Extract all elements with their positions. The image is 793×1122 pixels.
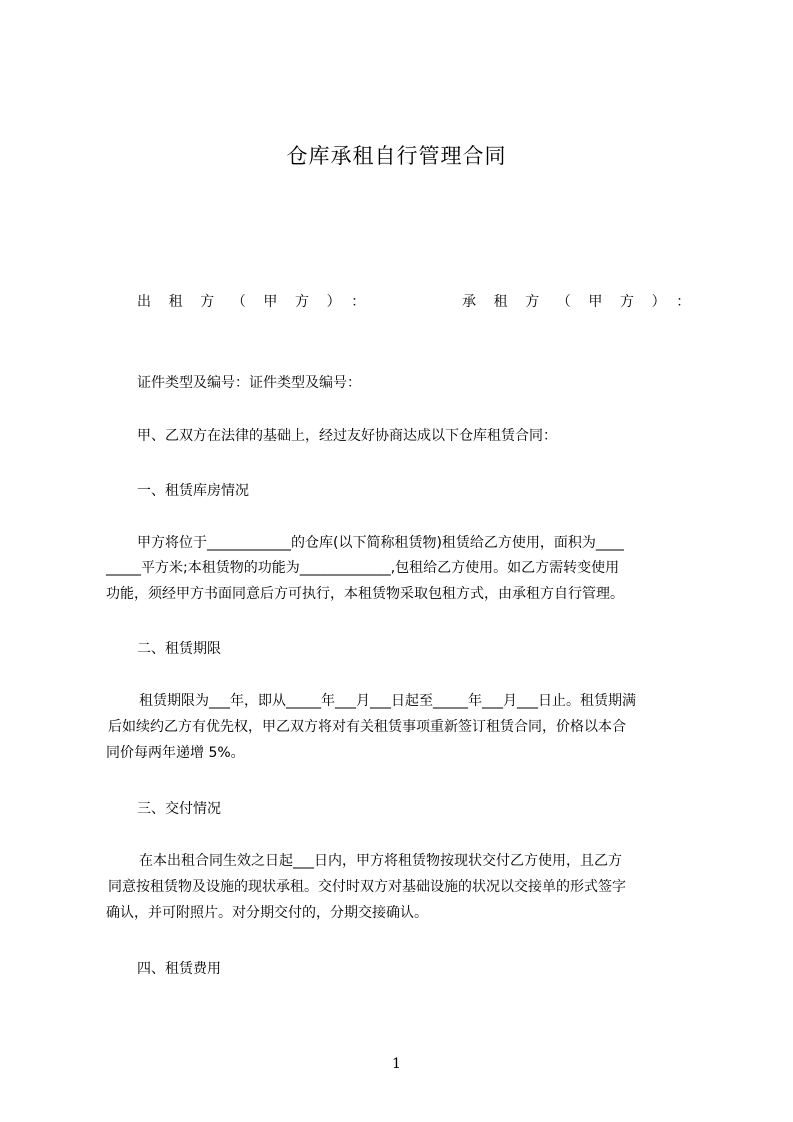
section-1-line-2: _____平方米;本租赁物的功能为_____________,包租给乙方使用。如乙方需转变使用 <box>106 560 620 576</box>
section-2-line-3: 同价每两年递增 5%。 <box>106 745 245 761</box>
section-3-line-2: 同意按租赁物及设施的现状承租。交付时双方对基础设施的状况以交接单的形式签字 <box>108 879 626 895</box>
section-heading-2: 二、租赁期限 <box>137 641 221 657</box>
document-title: 仓库承租自行管理合同 <box>286 144 507 168</box>
intro-paragraph: 甲、乙双方在法律的基础上，经过友好协商达成以下仓库租赁合同： <box>137 428 557 444</box>
lessee-label: 承租方（甲方）： <box>462 294 708 310</box>
section-heading-3: 三、交付情况 <box>137 801 221 817</box>
section-3-line-1: 在本出租合同生效之日起___日内，甲方将租赁物按现状交付乙方使用，且乙方 <box>139 853 622 869</box>
section-heading-4: 四、租赁费用 <box>137 961 221 977</box>
section-1-line-3: 功能，须经甲方书面同意后方可执行，本租赁物采取包租方式，由承租方自行管理。 <box>106 586 624 602</box>
id-type-line: 证件类型及编号：证件类型及编号： <box>137 375 361 391</box>
section-1-line-1: 甲方将位于____________的仓库(以下简称租赁物)租赁给乙方使用，面积为____ <box>137 535 624 551</box>
lessor-label: 出租方（甲方）： <box>137 294 383 310</box>
section-2-line-2: 后如续约乙方有优先权，甲乙双方将对有关租赁事项重新签订租赁合同，价格以本合 <box>108 719 626 735</box>
section-heading-1: 一、租赁库房情况 <box>137 483 249 499</box>
page-number: 1 <box>392 1056 401 1072</box>
section-3-line-3: 确认，并可附照片。对分期交付的，分期交接确认。 <box>106 905 428 921</box>
section-2-line-1: 租赁期限为___年，即从_____年___月___日起至_____年___月___日止。租赁期满 <box>139 693 636 709</box>
